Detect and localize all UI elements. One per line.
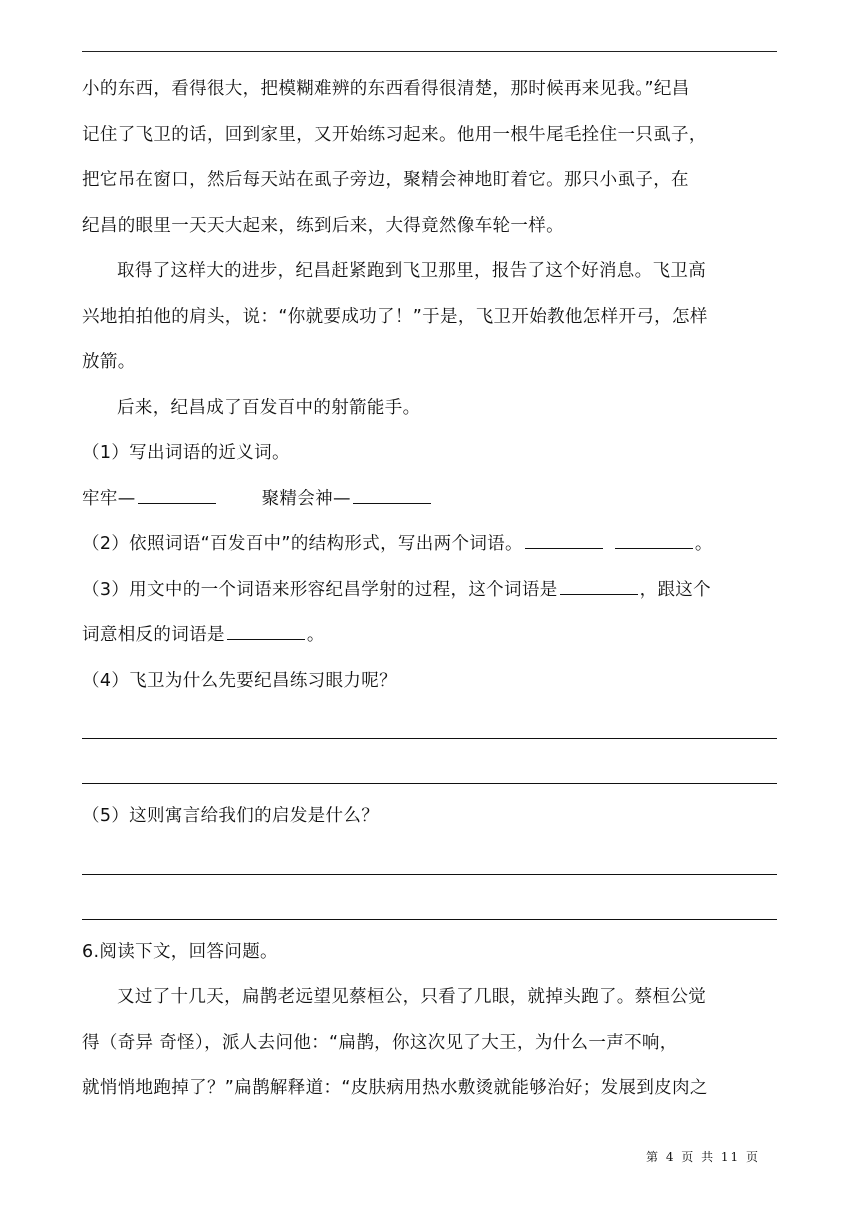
passage-paragraph-3 <box>82 386 777 432</box>
text-line: 就悄悄地跑掉了？”扁鹊解释道：“皮肤病用热水敷烫就能够治好；发展到皮肉之 <box>82 1078 708 1098</box>
question-4 <box>82 659 777 795</box>
text-line: 纪昌的眼里一天天大起来，练到后来，大得竟然像车轮一样。 <box>82 215 564 236</box>
question-2-text: （2）依照词语“百发百中”的结构形式，写出两个词语。 <box>82 534 523 554</box>
answer-blank-1[interactable] <box>138 502 216 504</box>
answer-blank-3[interactable] <box>525 547 603 549</box>
question-1-answers <box>82 477 777 523</box>
page-number: 第 4 页 共 11 页 <box>646 1150 760 1164</box>
question-2-line <box>82 522 777 568</box>
answer-line[interactable] <box>82 840 777 885</box>
answer-blank-5[interactable] <box>560 593 638 595</box>
section-6-heading: 6.阅读下文，回答问题。 <box>82 941 278 962</box>
section-6 <box>82 930 777 1112</box>
text-line: 得（奇异 奇怪），派人去问他：“扁鹊，你这次见了大王，为什么一声不响， <box>82 1032 678 1053</box>
question-3-text-a: （3）用文中的一个词语来形容纪昌学射的过程，这个词语是 <box>82 579 558 600</box>
question-1 <box>82 431 777 522</box>
question-3-text-b: ，跟这个 <box>639 579 711 600</box>
text-line: 把它吊在窗口，然后每天站在虱子旁边，聚精会神地盯着它。那只小虱子，在 <box>82 170 689 190</box>
text-line: 又过了十几天，扁鹊老远望见蔡桓公，只看了几眼，就掉头跑了。蔡桓公觉 <box>117 987 707 1007</box>
passage-paragraph-2 <box>82 249 777 386</box>
text-line: 记住了飞卫的话，回到家里，又开始练习起来。他用一根牛尾毛拴住一只虱子， <box>82 124 707 145</box>
question-1-label: （1）写出词语的近义词。 <box>82 443 290 463</box>
answer-line[interactable] <box>82 885 777 930</box>
answer-blank-4[interactable] <box>615 547 693 549</box>
text-line: 放箭。 <box>82 352 136 372</box>
answer-line[interactable] <box>82 704 777 749</box>
question-3-line-1 <box>82 568 777 614</box>
answer-blank-6[interactable] <box>227 638 305 640</box>
text-line: 小的东西，看得很大，把模糊难辨的东西看得很清楚，那时候再来见我。”纪昌 <box>82 79 690 99</box>
synonym-word-1: 牢牢— <box>82 488 136 509</box>
question-3-text-d: 。 <box>306 625 325 645</box>
question-3-text-c: 词意相反的词语是 <box>82 625 225 645</box>
header-rule <box>82 51 777 52</box>
text-line: 取得了这样大的进步，纪昌赶紧跑到飞卫那里，报告了这个好消息。飞卫高 <box>117 261 707 281</box>
synonym-word-2: 聚精会神— <box>261 488 351 509</box>
question-2 <box>82 522 777 568</box>
answer-line[interactable] <box>82 749 777 794</box>
text-line: 兴地拍拍他的肩头，说：“你就要成功了！”于是，飞卫开始教他怎样开弓，怎样 <box>82 306 708 327</box>
passage-paragraph-1 <box>82 67 777 249</box>
answer-blank-2[interactable] <box>353 502 431 504</box>
document-body <box>82 67 777 1112</box>
question-4-label: （4）飞卫为什么先要纪昌练习眼力呢？ <box>82 670 397 691</box>
question-5-label: （5）这则寓言给我们的启发是什么？ <box>82 806 380 826</box>
text-line: 后来，纪昌成了百发百中的射箭能手。 <box>117 397 421 418</box>
question-5 <box>82 794 777 930</box>
question-3 <box>82 568 777 659</box>
question-3-line-2 <box>82 613 777 659</box>
question-2-end: 。 <box>694 534 713 554</box>
